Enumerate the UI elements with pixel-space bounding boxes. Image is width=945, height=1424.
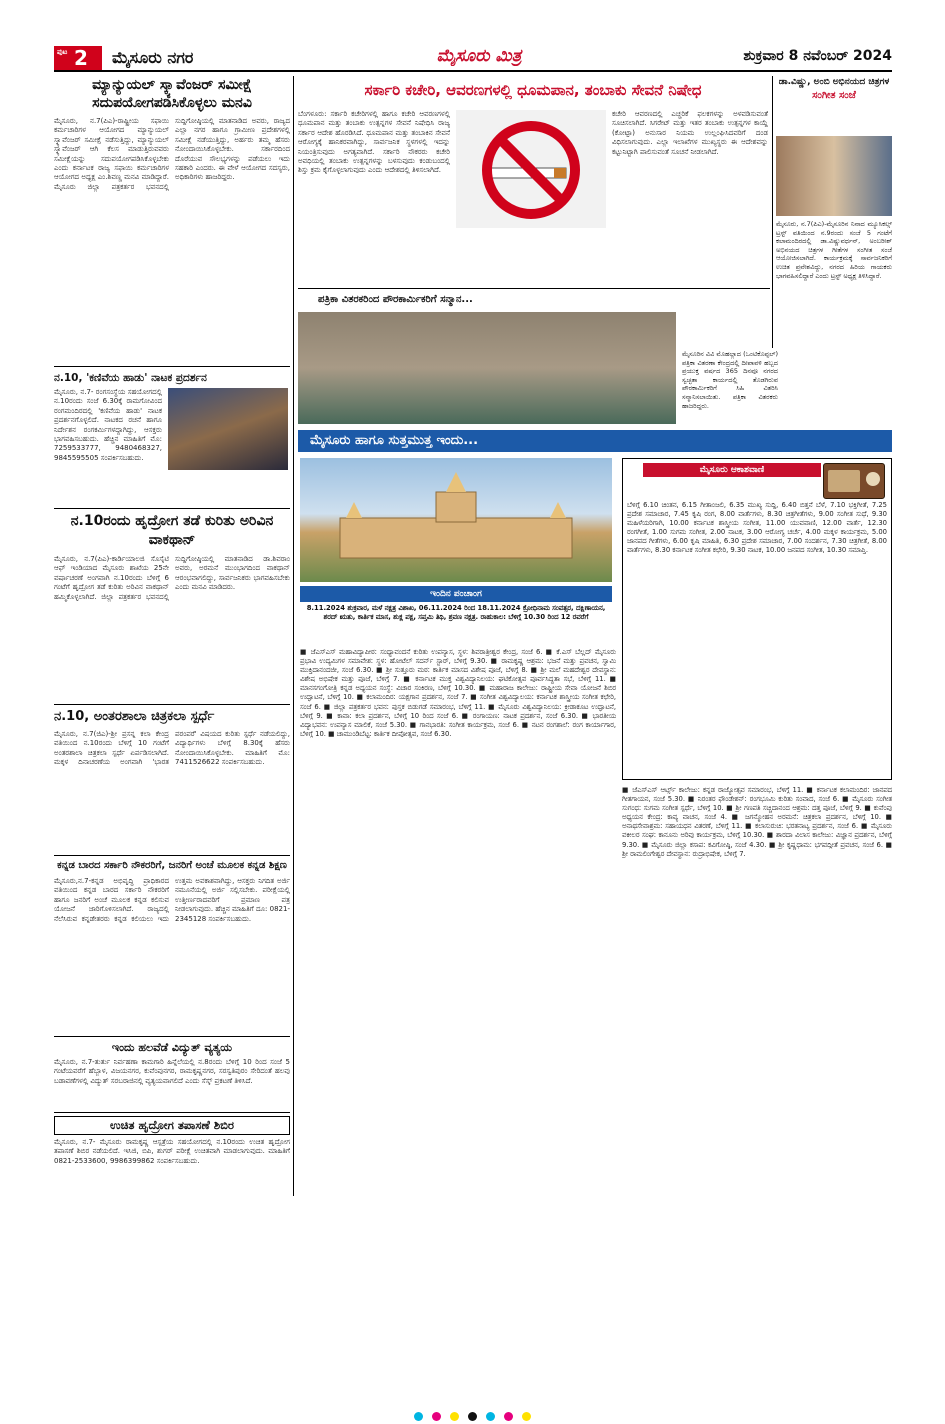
smoking-body-right: ಕಚೇರಿ ಆವರಣದಲ್ಲಿ ಎಚ್ಚರಿಕೆ ಫಲಕಗಳನ್ನು ಅಳವಡಿಸುವಂತೆ ಸೂಚಿಸಲಾಗಿದೆ. ಸಿಗರೇಟ್ ಮತ್ತು ಇತರ ತಂಬಾಕು ಉತ್ಪನ್ನಗಳ ಕಾಯ್ದೆ (ಕೋಟ್ಪಾ) ಅನುಸಾರ ನಿಯಮ ಉಲ್ಲಂಘಿಸಿದವರಿಗೆ ದಂಡ ವಿಧಿಸಲಾಗುವುದು. ಎಲ್ಲಾ ಇಲಾಖೆಗಳ ಮುಖ್ಯಸ್ಥರು ಈ ಆದೇಶವನ್ನು ಕಟ್ಟುನಿಟ್ಟಾಗಿ ಪಾಲಿಸುವಂತೆ ಸೂಚನೆ ನೀಡಲಾಗಿದೆ. <box>612 110 768 156</box>
smoking-headline: ಸರ್ಕಾರಿ ಕಚೇರಿ, ಆವರಣಗಳಲ್ಲಿ ಧೂಮಪಾನ, ತಂಬಾಕು ಸೇವನೆ ನಿಷೇಧ <box>364 81 702 99</box>
reg-dot <box>468 1412 477 1421</box>
power-body: ಮೈಸೂರು, ನ.7-ತುರ್ತು ನಿರ್ವಹಣಾ ಕಾಮಗಾರಿ ಹಿನ್ನೆಲೆಯಲ್ಲಿ ನ.8ರಂದು ಬೆಳಿಗ್ಗೆ 10 ರಿಂದ ಸಂಜೆ 5 ಗಂಟೆಯವರೆಗೆ ಹೆಬ್ಬಾಳ, ವಿಜಯನಗರ, ಕುವೆಂಪುನಗರ, ರಾಮಕೃಷ್ಣನಗರ, ಸರಸ್ವತಿಪುರಂ ಸೇರಿದಂತೆ ಹಲವು ಬಡಾವಣೆಗಳಲ್ಲಿ ವಿದ್ಯುತ್ ಸರಬರಾಜಿನಲ್ಲಿ ವ್ಯತ್ಯಯವಾಗಲಿದೆ ಎಂದು ಸೆಸ್ಕ್ ಪ್ರಕಟಣೆ ತಿಳಿಸಿದೆ. <box>54 1058 290 1085</box>
no-smoking-icon <box>456 110 606 228</box>
panchanga-title-text: ಇಂದಿನ ಪಂಚಾಂಗ <box>430 589 482 599</box>
distributors-caption: ಮೈಸೂರಿನ ವಿವಿ ಮೊಹಲ್ಲಾದ (ಒಂಟಿಕೊಪ್ಪಲ್) ಪತ್ರಿಕಾ ವಿತರಣಾ ಕೇಂದ್ರದಲ್ಲಿ ದೀಪಾವಳಿ ಹಬ್ಬದ ಪ್ರಯುಕ್ತ ವರ್ಷದ 365 ದಿನವೂ ನಗರದ ಸ್ವಚ್ಛತಾ ಕಾರ್ಯದಲ್ಲಿ ತೊಡಗಿರುವ ಪೌರಕಾರ್ಮಿಕರಿಗೆ ಸಿಹಿ ವಿತರಿಸಿ ಸನ್ಮಾನಿಸಲಾಯಿತು. ಪತ್ರಿಕಾ ವಿತರಕರು ಹಾಜರಿದ್ದರು. <box>682 350 778 410</box>
today-banner-text: ಮೈಸೂರು ಹಾಗೂ ಸುತ್ತಮುತ್ತ ಇಂದು... <box>310 433 479 448</box>
section-title: ಮೈಸೂರು ನಗರ <box>112 48 194 67</box>
reg-dot <box>450 1412 459 1421</box>
kannada-jobs-article <box>54 858 290 1036</box>
reg-dot <box>486 1412 495 1421</box>
vishnu-headline: ಡಾ.ವಿಷ್ಣು, ಅಂಬಿ ಅಭಿನಯದ ಚಿತ್ರಗಳ <box>778 77 890 87</box>
group-photo <box>298 312 676 424</box>
reg-dot <box>522 1412 531 1421</box>
heart-camp-article <box>54 1116 290 1196</box>
smoking-body-left: ಬೆಂಗಳೂರು: ಸರ್ಕಾರಿ ಕಚೇರಿಗಳಲ್ಲಿ ಹಾಗೂ ಕಚೇರಿ ಆವರಣಗಳಲ್ಲಿ ಧೂಮಪಾನ ಮತ್ತು ತಂಬಾಕು ಉತ್ಪನ್ನಗಳ ಸೇವನೆ ನಿಷೇಧಿಸಿ ರಾಜ್ಯ ಸರ್ಕಾರ ಆದೇಶ ಹೊರಡಿಸಿದೆ. ಧೂಮಪಾನ ಮತ್ತು ತಂಬಾಕಿನ ಸೇವನೆ ಆರೋಗ್ಯಕ್ಕೆ ಹಾನಿಕರವಾಗಿದ್ದು, ಸಾರ್ವಜನಿಕ ಸ್ಥಳಗಳಲ್ಲಿ ಇದನ್ನು ನಿಯಂತ್ರಿಸುವುದು ಅಗತ್ಯವಾಗಿದೆ. ಸರ್ಕಾರಿ ನೌಕರರು ಕಚೇರಿ ಅವಧಿಯಲ್ಲಿ ತಂಬಾಕು ಉತ್ಪನ್ನಗಳನ್ನು ಬಳಸುವುದು ಕಂಡುಬಂದಲ್ಲಿ ಶಿಸ್ತು ಕ್ರಮ ಕೈಗೊಳ್ಳಲಾಗುವುದು ಎಂದು ಆದೇಶದಲ್ಲಿ ತಿಳಿಸಲಾಗಿದೆ. <box>298 110 450 175</box>
events-schedule: ■ ಜೆಎಸ್ಎಸ್ ಮಹಾವಿದ್ಯಾಪೀಠ: ಸಂಧ್ಯಾವಂದನೆ ಕುರಿತು ಉಪನ್ಯಾಸ, ಸ್ಥಳ: ಶಿವರಾತ್ರೀಶ್ವರ ಕೇಂದ್ರ, ಸಂಜೆ 6. ■ ಕೆ.ಎಸ್ ಬೆಲ್ಲದ್ ಮೈಸೂರು ಪ್ರಭಾವಿ ಉದ್ಯಮಿಗಳ ಸಮಾವೇಶ: ಸ್ಥಳ: ಹೋಟೆಲ್ ಸದರ್ನ್ ಸ್ಟಾರ್, ಬೆಳಿಗ್ಗೆ 9.30. ■ ರಾಮಕೃಷ್ಣ ಆಶ್ರಮ: ಭಜನೆ ಮತ್ತು ಪ್ರವಚನ, ಸ್ವಾಮಿ ಮುಕ್ತಿದಾನಂದಜೀ, ಸಂಜೆ 6.30. ■ ಶ್ರೀ ಸುತ್ತೂರು ಮಠ: ಕಾರ್ತಿಕ ಮಾಸದ ವಿಶೇಷ ಪೂಜೆ, ಬೆಳಿಗ್ಗೆ 8. ■ ಶ್ರೀ ಮಲೆ ಮಹದೇಶ್ವರ ದೇವಸ್ಥಾನ: ವಿಶೇಷ ಅಭಿಷೇಕ ಮತ್ತು ಪೂಜೆ, ಬೆಳಿಗ್ಗೆ 7. ■ ಕರ್ನಾಟಕ ಮುಕ್ತ ವಿಶ್ವವಿದ್ಯಾನಿಲಯ: ಘಟಿಕೋತ್ಸವ ಪೂರ್ವಸಿದ್ಧತಾ ಸಭೆ, ಬೆಳಿಗ್ಗೆ 11. ■ ಮಾನಸಗಂಗೋತ್ರಿ ಕನ್ನಡ ಅಧ್ಯಯನ ಸಂಸ್ಥೆ: ವಿಚಾರ ಸಂಕಿರಣ, ಬೆಳಿಗ್ಗೆ 10.30. ■ ಮಹಾರಾಜ ಕಾಲೇಜು: ರಾಷ್ಟ್ರೀಯ ಸೇವಾ ಯೋಜನೆ ಶಿಬಿರ ಉದ್ಘಾಟನೆ, ಬೆಳಿಗ್ಗೆ 10. ■ ಕಲಾಮಂದಿರ: ಯಕ್ಷಗಾನ ಪ್ರದರ್ಶನ, ಸಂಜೆ 7. ■ ಸಂಗೀತ ವಿಶ್ವವಿದ್ಯಾಲಯ: ಕರ್ನಾಟಕ ಶಾಸ್ತ್ರೀಯ ಸಂಗೀತ ಕಛೇರಿ, ಸಂಜೆ 6. ■ ಜಿಲ್ಲಾ ಪತ್ರಕರ್ತರ ಭವನ: ಪುಸ್ತಕ ಬಿಡುಗಡೆ ಸಮಾರಂಭ, ಬೆಳಿಗ್ಗೆ 11. ■ ಮೈಸೂರು ವಿಶ್ವವಿದ್ಯಾನಿಲಯ: ಕ್ರೀಡಾಕೂಟ ಉದ್ಘಾಟನೆ, ಬೆಳಿಗ್ಗೆ 9. ■ ಕಾವಾ: ಕಲಾ ಪ್ರದರ್ಶನ, ಬೆಳಿಗ್ಗೆ 10 ರಿಂದ ಸಂಜೆ 6. ■ ರಂಗಾಯಣ: ನಾಟಕ ಪ್ರದರ್ಶನ, ಸಂಜೆ 6.30. ■ ಭಾರತೀಯ ವಿದ್ಯಾಭವನ: ಉಪನ್ಯಾಸ ಮಾಲಿಕೆ, ಸಂಜೆ 5.30. ■ ಗಾನಭಾರತಿ: ಸಂಗೀತ ಕಾರ್ಯಕ್ರಮ, ಸಂಜೆ 6. ■ ನಟನ ರಂಗಶಾಲೆ: ರಂಗ ಕಾರ್ಯಾಗಾರ, ಬೆಳಿಗ್ಗೆ 10. ■ ಚಾಮುಂಡಿಬೆಟ್ಟ: ಕಾರ್ತಿಕ ದೀಪೋತ್ಸವ, ಸಂಜೆ 6.30. <box>300 648 616 738</box>
page-number: 2 <box>74 46 88 70</box>
masthead <box>54 44 892 72</box>
kanive-body: ಮೈಸೂರು, ನ.7- ರಂಗಸಂಸ್ಥೆಯ ಸಹಯೋಗದಲ್ಲಿ ನ.10ರಂದು ಸಂಜೆ 6.30ಕ್ಕೆ ರಾಮಗೋವಿಂದ ರಂಗಮಂದಿರದಲ್ಲಿ 'ಕಣಿವೆಯ ಹಾಡು' ನಾಟಕ ಪ್ರದರ್ಶನಗೊಳ್ಳಲಿದೆ. ನಾಟಕದ ರಚನೆ ಹಾಗೂ ನಿರ್ದೇಶನ ರಂಗಕರ್ಮಿಗಳದ್ದಾಗಿದ್ದು, ಆಸಕ್ತರು ಭಾಗವಹಿಸಬಹುದು. ಹೆಚ್ಚಿನ ಮಾಹಿತಿಗೆ ಮೊ: 7259533777, 9480468327, 9845595505 ಸಂಪರ್ಕಿಸಬಹುದು. <box>54 388 162 462</box>
manual-body: ಮೈಸೂರು, ನ.7(ಪಿಎ)-ರಾಷ್ಟ್ರೀಯ ಸಫಾಯಿ ಕರ್ಮಚಾರಿಗಳ ಆಯೋಗದ ಮ್ಯಾನ್ಯುಯಲ್ ಸ್ಕ್ಯಾವೆಂಜರ್ ಸಮೀಕ್ಷೆ ನಡೆಸುತ್ತಿದ್ದು, ಮ್ಯಾನ್ಯುಯಲ್ ಸ್ಕ್ಯಾವೆಂಜರ್ ಆಗಿ ಕೆಲಸ ಮಾಡುತ್ತಿರುವವರು ಸಮೀಕ್ಷೆಯನ್ನು ಸದುಪಯೋಗಪಡಿಸಿಕೊಳ್ಳಬೇಕು ಎಂದು ಕರ್ನಾಟಕ ರಾಜ್ಯ ಸಫಾಯಿ ಕರ್ಮಚಾರಿಗಳ ಆಯೋಗದ ಅಧ್ಯಕ್ಷ ಎಂ.ಶಿವಣ್ಣ ಮನವಿ ಮಾಡಿದ್ದಾರೆ. ಮೈಸೂರು ಜಿಲ್ಲಾ ಪತ್ರಕರ್ತರ ಭವನದಲ್ಲಿ ಸುದ್ದಿಗೋಷ್ಠಿಯಲ್ಲಿ ಮಾತನಾಡಿದ ಅವರು, ರಾಜ್ಯದ ಎಲ್ಲಾ ನಗರ ಹಾಗೂ ಗ್ರಾಮೀಣ ಪ್ರದೇಶಗಳಲ್ಲಿ ಸಮೀಕ್ಷೆ ನಡೆಯುತ್ತಿದ್ದು, ಅರ್ಹರು ತಮ್ಮ ಹೆಸರು ನೋಂದಾಯಿಸಿಕೊಳ್ಳಬೇಕು. ಸರ್ಕಾರದಿಂದ ದೊರೆಯುವ ಸೌಲಭ್ಯಗಳನ್ನು ಪಡೆಯಲು ಇದು ಸಹಕಾರಿ ಎಂದರು. ಈ ವೇಳೆ ಆಯೋಗದ ಸದಸ್ಯರು, ಅಧಿಕಾರಿಗಳು ಹಾಜರಿದ್ದರು. <box>54 117 290 191</box>
radio-title: ಮೈಸೂರು ಆಕಾಶವಾಣಿ <box>643 463 821 477</box>
smoking-ban-article <box>298 76 768 286</box>
issue-date: ಶುಕ್ರವಾರ 8 ನವೆಂಬರ್ 2024 <box>743 48 892 64</box>
art-body: ಮೈಸೂರು, ನ.7(ಜಿಎ)-ಶ್ರೀ ಪ್ರಸನ್ನ ಕಲಾ ಕೇಂದ್ರ ವತಿಯಿಂದ ನ.10ರಂದು ಬೆಳಿಗ್ಗೆ 10 ಗಂಟೆಗೆ ಅಂತರಶಾಲಾ ಚಿತ್ರಕಲಾ ಸ್ಪರ್ಧೆ ಏರ್ಪಡಿಸಲಾಗಿದೆ. ಮಕ್ಕಳ ದಿನಾಚರಣೆಯ ಅಂಗವಾಗಿ 'ಭಾರತ ಪರಂಪರೆ' ವಿಷಯದ ಕುರಿತು ಸ್ಪರ್ಧೆ ನಡೆಯಲಿದ್ದು, ವಿದ್ಯಾರ್ಥಿಗಳು ಬೆಳಿಗ್ಗೆ 8.30ಕ್ಕೆ ಹೆಸರು ನೋಂದಾಯಿಸಿಕೊಳ್ಳಬೇಕು. ಮಾಹಿತಿಗೆ ಮೊ: 7411526622 ಸಂಪರ್ಕಿಸಬಹುದು. <box>54 730 290 767</box>
today-banner <box>298 430 892 452</box>
reg-dot <box>432 1412 441 1421</box>
page-number-badge <box>54 46 102 70</box>
radio-schedule: ಬೆಳಿಗ್ಗೆ 6.10 ಚಿಂತನ, 6.15 ಗೀತಾಂಜಲಿ, 6.35 ಮುಖ್ಯ ಸುದ್ದಿ, 6.40 ಬಿತ್ತನೆ ಬೆಳೆ, 7.10 ಭಕ್ತಿಗೀತೆ, 7.25 ಪ್ರದೇಶ ಸಮಾಚಾರ, 7.45 ಕೃಷಿ ರಂಗ, 8.00 ವಾರ್ತೆಗಳು, 8.30 ಚಿತ್ರಗೀತೆಗಳು, 9.00 ಸಂಗೀತ ಸುಧೆ, 9.30 ಮಹಿಳೆಯರಿಗಾಗಿ, 10.00 ಕರ್ನಾಟಕ ಶಾಸ್ತ್ರೀಯ ಸಂಗೀತ, 11.00 ಯುವವಾಣಿ, 12.00 ವಾರ್ತೆ, 12.30 ರಂಗಗೀತೆ, 1.00 ಸುಗಮ ಸಂಗೀತ, 2.00 ನಾಟಕ, 3.00 ಆರೋಗ್ಯ ಚರ್ಚೆ, 4.00 ಮಕ್ಕಳ ಕಾರ್ಯಕ್ರಮ, 5.00 ಜಾನಪದ ಗೀತೆಗಳು, 6.00 ಕೃಷಿ ಮಾಹಿತಿ, 6.30 ಪ್ರದೇಶ ಸಮಾಚಾರ, 7.00 ಸಂದರ್ಶನ, 7.30 ಚಿತ್ರಗೀತೆ, 8.00 ವಾರ್ತೆಗಳು, 8.30 ಕರ್ನಾಟಕ ಸಂಗೀತ ಕಛೇರಿ, 9.30 ನಾಟಕ, 10.00 ಜನಪದ ಸಂಗೀತ, 10.30 ಸಮಾಪ್ತಿ. <box>627 501 887 555</box>
art-headline: ನ.10, ಅಂತರಶಾಲಾ ಚಿತ್ರಕಲಾ ಸ್ಪರ್ಧೆ <box>54 709 215 724</box>
manual-scavenger-article <box>54 76 290 366</box>
camp-headline: ಉಚಿತ ಹೃದ್ರೋಗ ತಪಾಸಣೆ ಶಿಬಿರ <box>54 1116 290 1135</box>
palace-photo <box>300 458 612 582</box>
power-headline: ಇಂದು ಹಲವೆಡೆ ವಿದ್ಯುತ್ ವ್ಯತ್ಯಯ <box>111 1041 233 1054</box>
jobs-headline: ಕನ್ನಡ ಬಾರದ ಸರ್ಕಾರಿ ನೌಕರರಿಗೆ, ಜನರಿಗೆ ಅಂಚೆ ಮೂಲಕ ಕನ್ನಡ ಶಿಕ್ಷಣ <box>57 860 287 871</box>
heart-walk-article <box>54 512 290 692</box>
camp-body: ಮೈಸೂರು, ನ.7- ಮೈಸೂರು ರಾಮಕೃಷ್ಣ ಆಸ್ಪತ್ರೆಯ ಸಹಯೋಗದಲ್ಲಿ ನ.10ರಂದು ಉಚಿತ ಹೃದ್ರೋಗ ತಪಾಸಣೆ ಶಿಬಿರ ನಡೆಯಲಿದೆ. ಇಸಿಜಿ, ಬಿಪಿ, ಶುಗರ್ ಪರೀಕ್ಷೆ ಉಚಿತವಾಗಿ ಮಾಡಲಾಗುವುದು. ಮಾಹಿತಿಗೆ 0821-2533600, 9986399862 ಸಂಪರ್ಕಿಸಬಹುದು. <box>54 1138 290 1165</box>
vishnu-body: ಮೈಸೂರು, ನ.7(ಪಿಎ)-ಮೈಸೂರಿನ ನಿನಾದ ಮ್ಯೂಸಿಕಲ್ಸ್ ಟ್ರಸ್ಟ್ ವತಿಯಿಂದ ನ.9ರಂದು ಸಂಜೆ 5 ಗಂಟೆಗೆ ಕಲಾಮಂದಿರದಲ್ಲಿ ಡಾ.ವಿಷ್ಣುವರ್ಧನ್, ಅಂಬರೀಶ್ ಅಭಿನಯದ ಚಿತ್ರಗಳ ಗೀತೆಗಳ ಸಂಗೀತ ಸಂಜೆ ಆಯೋಜಿಸಲಾಗಿದೆ. ಕಾರ್ಯಕ್ರಮಕ್ಕೆ ಸಾರ್ವಜನಿಕರಿಗೆ ಉಚಿತ ಪ್ರವೇಶವಿದ್ದು, ನಗರದ ಹಿರಿಯ ಗಾಯಕರು ಭಾಗವಹಿಸಲಿದ್ದಾರೆ ಎಂದು ಟ್ರಸ್ಟ್ ಅಧ್ಯಕ್ಷ ತಿಳಿಸಿದ್ದಾರೆ. <box>776 220 892 280</box>
kanive-headline: ನ.10, 'ಕಣಿವೆಯ ಹಾಡು' ನಾಟಕ ಪ್ರದರ್ಶನ <box>54 372 207 384</box>
power-cut-article <box>54 1040 290 1112</box>
events-schedule-2: ■ ಜೆಎಸ್ಎಸ್ ಆರ್ಟ್ಸ್ ಕಾಲೇಜು: ಕನ್ನಡ ರಾಜ್ಯೋತ್ಸವ ಸಮಾರಂಭ, ಬೆಳಿಗ್ಗೆ 11. ■ ಕರ್ನಾಟಕ ಕಲಾಮಂದಿರ: ಜಾನಪದ ಗೀತಗಾಯನ, ಸಂಜೆ 5.30. ■ ನಿರಂತರ ಫೌಂಡೇಶನ್: ರಂಗಭೂಮಿ ಕುರಿತು ಸಂವಾದ, ಸಂಜೆ 6. ■ ಮೈಸೂರು ಸಂಗೀತ ಸುಗಂಧ: ಸುಗಮ ಸಂಗೀತ ಸ್ಪರ್ಧೆ, ಬೆಳಿಗ್ಗೆ 10. ■ ಶ್ರೀ ಗಣಪತಿ ಸಚ್ಚಿದಾನಂದ ಆಶ್ರಮ: ದತ್ತ ಪೂಜೆ, ಬೆಳಿಗ್ಗೆ 9. ■ ಕುವೆಂಪು ಅಧ್ಯಯನ ಕೇಂದ್ರ: ಕಾವ್ಯ ವಾಚನ, ಸಂಜೆ 4. ■ ಜಗನ್ಮೋಹನ ಅರಮನೆ: ಚಿತ್ರಕಲಾ ಪ್ರದರ್ಶನ, ಬೆಳಿಗ್ಗೆ 10. ■ ಅನಾಥಸೇವಾಶ್ರಮ: ಸಹಾಯಧನ ವಿತರಣೆ, ಬೆಳಿಗ್ಗೆ 11. ■ ಕಲಾಸುರುಚಿ: ಭರತನಾಟ್ಯ ಪ್ರದರ್ಶನ, ಸಂಜೆ 6. ■ ಮೈಸೂರು ವಕೀಲರ ಸಂಘ: ಕಾನೂನು ಅರಿವು ಕಾರ್ಯಕ್ರಮ, ಬೆಳಿಗ್ಗೆ 10.30. ■ ಶಾರದಾ ವಿಲಾಸ ಕಾಲೇಜು: ವಿಜ್ಞಾನ ಪ್ರದರ್ಶನ, ಬೆಳಿಗ್ಗೆ 9.30. ■ ಮೈಸೂರು ಜಿಲ್ಲಾ ಕಸಾಪ: ಕವಿಗೋಷ್ಠಿ, ಸಂಜೆ 4.30. ■ ಶ್ರೀ ಕೃಷ್ಣಧಾಮ: ಭಗವದ್ಗೀತೆ ಪ್ರವಚನ, ಸಂಜೆ 6. ■ ಶ್ರೀ ರಾಮಲಿಂಗೇಶ್ವರ ದೇವಸ್ಥಾನ: ರುದ್ರಾಭಿಷೇಕ, ಬೆಳಿಗ್ಗೆ 7. <box>622 786 892 858</box>
kanive-article <box>54 370 290 506</box>
distributors-headline: ಪತ್ರಿಕಾ ವಿತರಕರಿಂದ ಪೌರಕಾರ್ಮಿಕರಿಗೆ ಸನ್ಮಾನ... <box>318 294 473 305</box>
vishnu-headline-2: ಸಂಗೀತ ಸಂಜೆ <box>812 90 856 101</box>
manual-headline: ಮ್ಯಾನ್ಯುಯಲ್ ಸ್ಕ್ಯಾವೆಂಜರ್ ಸಮೀಕ್ಷೆ ಸದುಪಯೋಗಪಡಿಸಿಕೊಳ್ಳಲು ಮನವಿ <box>92 77 252 111</box>
actors-photo <box>776 136 892 216</box>
heart-headline: ನ.10ರಂದು ಹೃದ್ರೋಗ ತಡೆ ಕುರಿತು ಅರಿವಿನ ವಾಕಥಾನ್ <box>70 513 274 548</box>
kanive-photo <box>168 388 288 470</box>
reg-dot <box>414 1412 423 1421</box>
radio-box <box>622 458 892 780</box>
newspaper-logo: ಮೈಸೂರು ಮಿತ್ರ <box>436 46 522 66</box>
distributors-article <box>298 292 892 428</box>
reg-dot <box>504 1412 513 1421</box>
panchanga-text: 8.11.2024 ಶುಕ್ರವಾರ, ಮಳೆ ನಕ್ಷತ್ರ ವಿಶಾಖ, 06.11.2024 ರಿಂದ 18.11.2024 ಕ್ರೋಧಿನಾಮ ಸಂವತ್ಸರ, ದಕ್ಷಿಣಾಯನ, ಶರದ್ ಋತು, ಕಾರ್ತಿಕ ಮಾಸ, ಶುಕ್ಲ ಪಕ್ಷ, ಸಪ್ತಮಿ ತಿಥಿ, ಶ್ರವಣ ನಕ್ಷತ್ರ. ರಾಹುಕಾಲ: ಬೆಳಿಗ್ಗೆ 10.30 ರಿಂದ 12 ರವರೆಗೆ <box>306 604 606 621</box>
palace-illustration <box>300 458 612 582</box>
no-smoking-graphic <box>456 110 606 228</box>
page-label: ಪುಟ <box>57 48 68 56</box>
panchanga-title <box>300 586 612 602</box>
heart-body: ಮೈಸೂರು, ನ.7(ಪಿಎ)-ಕಾರ್ಡಿಯಾಲಜಿ ಸೊಸೈಟಿ ಆಫ್ ಇಂಡಿಯಾದ ಮೈಸೂರು ಶಾಖೆಯ 25ನೇ ವರ್ಷಾಚರಣೆ ಅಂಗವಾಗಿ ನ.10ರಂದು ಬೆಳಿಗ್ಗೆ 6 ಗಂಟೆಗೆ ಹೃದ್ರೋಗ ತಡೆ ಕುರಿತು ಅರಿವಿನ ವಾಕಥಾನ್ ಹಮ್ಮಿಕೊಳ್ಳಲಾಗಿದೆ. ಜಿಲ್ಲಾ ಪತ್ರಕರ್ತರ ಭವನದಲ್ಲಿ ಸುದ್ದಿಗೋಷ್ಠಿಯಲ್ಲಿ ಮಾತನಾಡಿದ ಡಾ.ಶಿವರಾಂ ಅವರು, ಅರಮನೆ ಮುಂಭಾಗದಿಂದ ವಾಕಥಾನ್ ಆರಂಭವಾಗಲಿದ್ದು, ಸಾರ್ವಜನಿಕರು ಭಾಗವಹಿಸಬೇಕು ಎಂದು ಮನವಿ ಮಾಡಿದರು. <box>54 555 290 601</box>
radio-icon <box>823 463 885 499</box>
registration-marks <box>0 1406 945 1424</box>
jobs-body: ಮೈಸೂರು,ನ.7-ಕನ್ನಡ ಅಭಿವೃದ್ಧಿ ಪ್ರಾಧಿಕಾರದ ವತಿಯಿಂದ ಕನ್ನಡ ಬಾರದ ಸರ್ಕಾರಿ ನೌಕರರಿಗೆ ಹಾಗೂ ಜನರಿಗೆ ಅಂಚೆ ಮೂಲಕ ಕನ್ನಡ ಕಲಿಸುವ ಯೋಜನೆ ಜಾರಿಗೊಳಿಸಲಾಗಿದೆ. ರಾಜ್ಯದಲ್ಲಿ ನೆಲೆಸಿರುವ ಕನ್ನಡೇತರರು ಕನ್ನಡ ಕಲಿಯಲು ಇದು ಉತ್ತಮ ಅವಕಾಶವಾಗಿದ್ದು, ಆಸಕ್ತರು ನಿಗದಿತ ಅರ್ಜಿ ನಮೂನೆಯಲ್ಲಿ ಅರ್ಜಿ ಸಲ್ಲಿಸಬೇಕು. ಪರೀಕ್ಷೆಯಲ್ಲಿ ಉತ್ತೀರ್ಣರಾದವರಿಗೆ ಪ್ರಮಾಣ ಪತ್ರ ನೀಡಲಾಗುವುದು. ಹೆಚ್ಚಿನ ಮಾಹಿತಿಗೆ ದೂ: 0821-2345128 ಸಂಪರ್ಕಿಸಬಹುದು. <box>54 877 290 923</box>
art-contest-article <box>54 708 290 850</box>
